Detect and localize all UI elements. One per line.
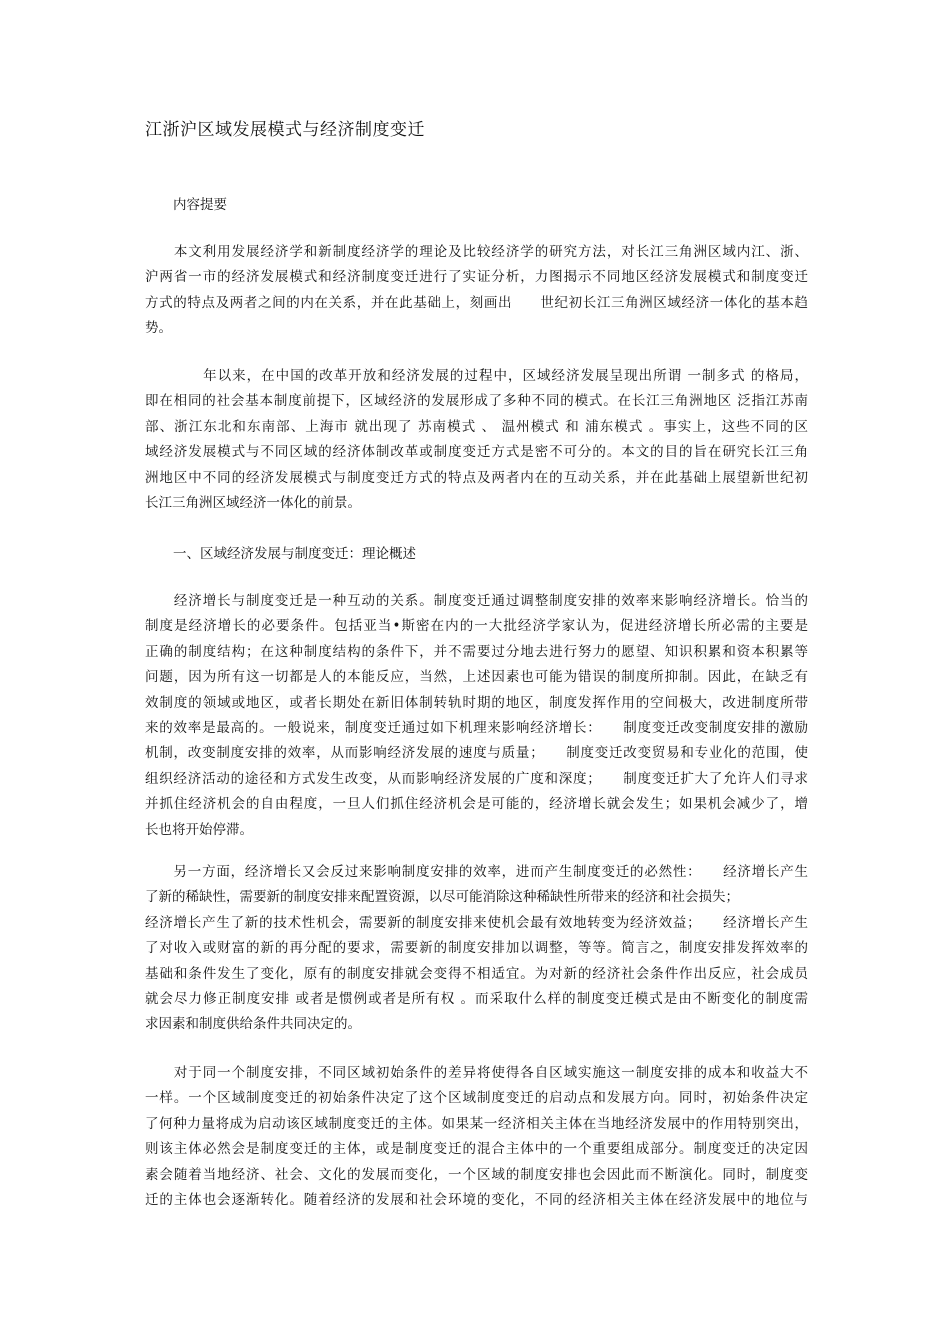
paragraph-line: 制度是经济增长的必要条件。包括亚当•斯密在内的一大批经济学家认为，促进经济增长所必需的主要是 [145, 618, 808, 635]
paragraph-line: 求因素和制度供给条件共同决定的。 [145, 1016, 361, 1033]
paragraph-line: 经济增长产生了新的技术性机会，需要新的制度安排来使机会最有效地转变为经济效益； 经济增长产生 [145, 914, 808, 931]
paragraph-line: 了新的稀缺性，需要新的制度安排来配置资源，以尽可能消除这种稀缺性所带来的经济和社会损失； [145, 889, 739, 906]
paragraph-line: 则该主体必然会是制度变迁的主体，或是制度变迁的混合主体中的一个重要组成部分。制度变迁的决定因 [145, 1141, 808, 1158]
paragraph-line: 方式的特点及两者之间的内在关系，并在此基础上，刻画出 世纪初长江三角洲区域经济一体化的基本趋 [145, 294, 808, 311]
paragraph-line: 迁的主体也会逐渐转化。随着经济的发展和社会环境的变化，不同的经济相关主体在经济发展中的地位与 [145, 1192, 808, 1209]
paragraph-intro [145, 364, 808, 516]
paragraph-line: 问题，因为所有这一切都是人的本能反应，当然，上述因素也可能为错误的制度所抑制。因此，在缺乏有 [145, 669, 808, 686]
paragraph-line: 域经济发展模式与不同区域的经济体制改革或制度变迁方式是密不可分的。本文的目的旨在研究长江三角 [145, 444, 808, 461]
paragraph-line: 了对收入或财富的新的再分配的要求，需要新的制度安排加以调整，等等。简言之，制度安排发挥效率的 [145, 940, 808, 957]
paragraph-line: 正确的制度结构；在这种制度结构的条件下，并不需要过分地去进行努力的愿望、知识积累和资本积累等 [145, 643, 808, 660]
paragraph-line: 机制，改变制度安排的效率，从而影响经济发展的速度与质量； 制度变迁改变贸易和专业化的范围，使 [145, 745, 808, 762]
paragraph-line: 组织经济活动的途径和方式发生改变，从而影响经济发展的广度和深度； 制度变迁扩大了允许人们寻求 [145, 770, 808, 787]
paragraph-feedback [145, 860, 808, 1038]
paragraph-initial-conditions [145, 1061, 808, 1213]
paragraph-line: 即在相同的社会基本制度前提下，区域经济的发展形成了多种不同的模式。在长江三角洲地区 泛指江苏南 [145, 393, 808, 410]
paragraph-line: 并抓住经济机会的自由程度，一旦人们抓住经济机会是可能的，经济增长就会发生；如果机会减少了，增 [145, 796, 808, 813]
paragraph-line: 来的效率是最高的。一般说来，制度变迁通过如下机理来影响经济增长： 制度变迁改变制度安排的激励 [145, 720, 808, 737]
paragraph-line: 本文利用发展经济学和新制度经济学的理论及比较经济学的研究方法，对长江三角洲区域内江、浙、 [145, 244, 808, 260]
paragraph-abstract [145, 240, 808, 342]
paragraph-line: 年以来，在中国的改革开放和经济发展的过程中，区域经济发展呈现出所谓 一制多式 的格局， [145, 368, 808, 384]
paragraph-line: 势。 [145, 320, 172, 337]
paragraph-line: 经济增长与制度变迁是一种互动的关系。制度变迁通过调整制度安排的效率来影响经济增长。恰当的 [145, 593, 808, 609]
paragraph-line: 基础和条件发生了变化，原有的制度安排就会变得不相适宜。为对新的经济社会条件作出反应，社会成员 [145, 965, 808, 982]
paragraph-line: 就会尽力修正制度安排 或者是惯例或者是所有权 。而采取什么样的制度变迁模式是由不断变化的制度需 [145, 991, 808, 1008]
section-heading: 一、区域经济发展与制度变迁：理论概述 [173, 546, 416, 562]
paragraph-line: 另一方面，经济增长又会反过来影响制度安排的效率，进而产生制度变迁的必然性： 经济增长产生 [145, 864, 808, 880]
abstract-heading: 内容提要 [173, 197, 227, 213]
paragraph-line: 对于同一个制度安排，不同区域初始条件的差异将使得各自区域实施这一制度安排的成本和收益大不 [145, 1065, 808, 1081]
paragraph-line: 部、浙江东北和东南部、上海市 就出现了 苏南模式 、 温州模式 和 浦东模式 。事实上，这些不同的区 [145, 418, 808, 435]
paragraph-line: 长也将开始停滞。 [145, 821, 253, 838]
paragraph-line: 洲地区中不同的经济发展模式与制度变迁方式的特点及两者内在的互动关系，并在此基础上展望新世纪初 [145, 469, 808, 486]
paragraph-line: 了何种力量将成为启动该区域制度变迁的主体。如果某一经济相关主体在当地经济发展中的作用特别突出， [145, 1115, 808, 1132]
paragraph-line: 长江三角洲区域经济一体化的前景。 [145, 495, 361, 512]
paragraph-growth-institutions [145, 589, 808, 843]
document-title: 江浙沪区域发展模式与经济制度变迁 [145, 120, 425, 140]
paragraph-line: 沪两省一市的经济发展模式和经济制度变迁进行了实证分析，力图揭示不同地区经济发展模式和制度变迁 [145, 269, 808, 286]
paragraph-line: 效制度的领域或地区，或者长期处在新旧体制转轨时期的地区，制度发挥作用的空间极大，改进制度所带 [145, 694, 808, 711]
paragraph-line: 一样。一个区域制度变迁的初始条件决定了这个区域制度变迁的启动点和发展方向。同时，初始条件决定 [145, 1090, 808, 1107]
paragraph-line: 素会随着当地经济、社会、文化的发展而变化，一个区域的制度安排也会因此而不断演化。同时，制度变 [145, 1166, 808, 1183]
